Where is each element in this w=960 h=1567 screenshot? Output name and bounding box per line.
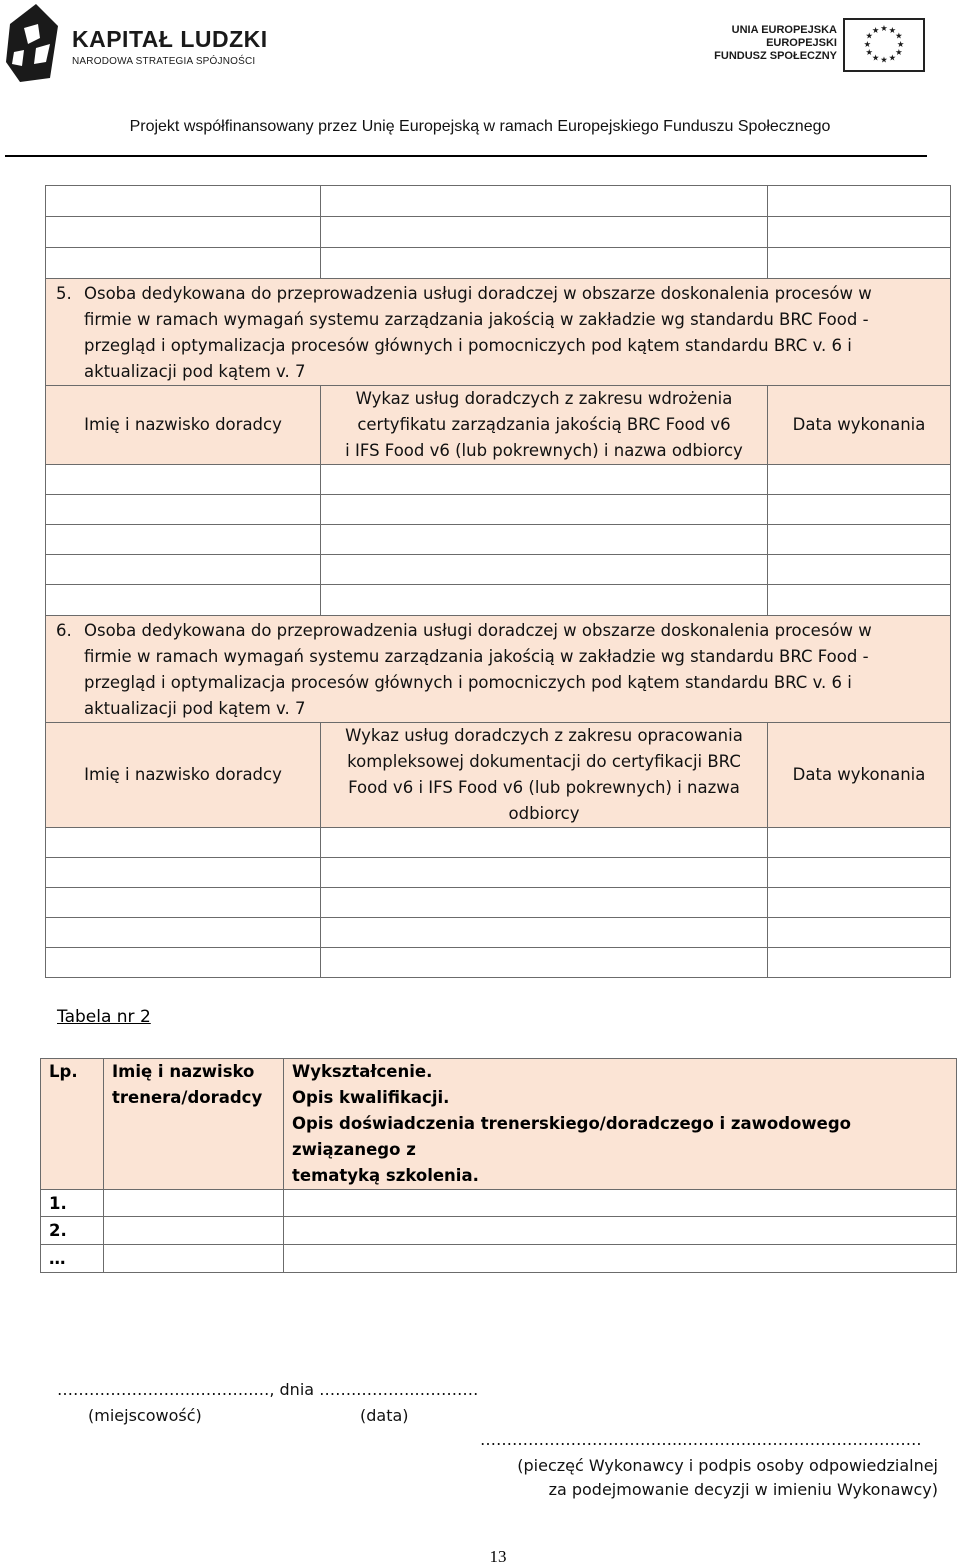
table2-col-desc-line: Opis kwalifikacji. [292,1088,450,1107]
eu-logo-line1: UNIA EUROPEJSKA [731,24,837,36]
section5-heading-row [46,279,951,386]
table2-col-desc-line: Opis doświadczenia trenerskiego/doradczego i zawodowego związanego z [292,1114,851,1159]
table2-col-desc-line: tematyką szkolenia. [292,1166,479,1185]
section5-col-services-line: i IFS Food v6 (lub pokrewnych) i nazwa odbiorcy [345,441,743,460]
page-number: 13 [489,1547,507,1566]
section5-col-services-line: certyfikatu zarządzania jakością BRC Food v6 [357,415,731,434]
table2-row-number: … [41,1245,104,1273]
section6-col-date: Data wykonania [768,723,951,828]
place-label: (miejscowość) [88,1406,202,1425]
eu-efs-logo [714,18,925,74]
table-row [41,1190,957,1217]
section5-heading [46,279,951,386]
section6-heading-row [46,616,951,723]
table-row [46,948,951,978]
section6-line: aktualizacji pod kątem v. 7 [84,699,306,718]
table-row [46,888,951,918]
table-row [41,1245,957,1273]
svg-text:★: ★ [895,30,903,41]
table2-col-desc-line: Wykształcenie. [292,1062,433,1081]
date-label: (data) [360,1406,409,1425]
table2-row-number: 2. [41,1217,104,1245]
section6-number: 6. [56,621,72,640]
section6-col-services-line: odbiorcy [508,804,580,823]
section5-line: aktualizacji pod kątem v. 7 [84,362,306,381]
header-divider [5,155,927,157]
table-row [46,918,951,948]
svg-text:★: ★ [895,47,903,58]
section5-col-services-line: Wykaz usług doradczych z zakresu wdrożenia [355,389,733,408]
table-row [46,217,951,248]
section6-line: firmie w ramach wymagań systemu zarządzania jakością w zakładzie wg standardu BRC Food - [84,647,869,666]
section5-number: 5. [56,284,72,303]
table-row [46,186,951,217]
section5-col-date: Data wykonania [768,386,951,465]
svg-text:★: ★ [888,24,897,35]
consultants-table [45,185,951,978]
table-row [46,465,951,495]
svg-text:★: ★ [888,52,897,63]
logo-left-subtitle: NARODOWA STRATEGIA SPÓJNOŚCI [72,56,256,67]
section5-col-name: Imię i nazwisko doradcy [46,386,321,465]
section5-col-services [321,386,768,465]
table-row [46,495,951,525]
section6-col-name: Imię i nazwisko doradcy [46,723,321,828]
kapital-ludzki-logo [6,4,266,82]
table2-row-number: 1. [41,1190,104,1217]
project-cofinancing-line: Projekt współfinansowany przez Unię Europejską w ramach Europejskiego Funduszu Społecznego [129,118,831,135]
section6-line: Osoba dedykowana do przeprowadzenia usługi doradczej w obszarze doskonalenia procesów w [84,621,872,640]
table-row [46,555,951,585]
svg-text:★: ★ [863,38,872,49]
section5-line: firmie w ramach wymagań systemu zarządzania jakością w zakładzie wg standardu BRC Food - [84,310,869,329]
section6-column-headers [46,723,951,828]
kapital-ludzki-emblem-icon [6,4,64,82]
place-date-line: ……………………..………..…, dnia ……..……….………… [57,1380,479,1399]
svg-text:★: ★ [871,52,880,63]
trainers-table [40,1058,957,1273]
section6-col-services-line: Wykaz usług doradczych z zakresu opracowania [345,726,743,745]
section5-column-headers [46,386,951,465]
table-row [46,248,951,279]
svg-text:★: ★ [896,38,905,49]
table2-col-name-line: Imię i nazwisko [112,1062,255,1081]
section5-line: przegląd i optymalizacja procesów głównych i pomocniczych pod kątem standardu BRC v. 6 i [84,336,852,355]
svg-text:★: ★ [871,24,880,35]
table2-header-row [41,1059,957,1190]
table-row [46,828,951,858]
eu-flag-icon [843,18,925,72]
svg-text:★: ★ [865,47,873,58]
table-row [41,1217,957,1245]
table2-label: Tabela nr 2 [57,1007,151,1027]
table2-col-name [104,1059,284,1190]
table-row [46,585,951,616]
svg-text:★: ★ [865,30,873,41]
table-row [46,858,951,888]
section6-col-services-line: Food v6 i IFS Food v6 (lub pokrewnych) i nazwa [348,778,740,797]
table2-col-name-line: trenera/doradcy [112,1088,263,1107]
signature-dots: ………………………………..…………..…………………………. [480,1430,922,1449]
section6-line: przegląd i optymalizacja procesów głównych i pomocniczych pod kątem standardu BRC v. 6 i [84,673,852,692]
svg-text:★: ★ [880,54,888,65]
section6-col-services [321,723,768,828]
eu-logo-line2: EUROPEJSKI [766,37,837,49]
eu-logo-text [714,24,837,63]
table2-col-description [284,1059,957,1190]
svg-text:★: ★ [880,23,888,34]
eu-logo-line3: FUNDUSZ SPOŁECZNY [714,50,837,62]
signature-label-line2: za podejmowanie decyzji w imieniu Wykonawcy) [548,1480,938,1499]
section5-line: Osoba dedykowana do przeprowadzenia usługi doradczej w obszarze doskonalenia procesów w [84,284,872,303]
logo-left-title: KAPITAŁ LUDZKI [72,26,268,52]
section6-heading [46,616,951,723]
table2-col-lp: Lp. [41,1059,104,1190]
section6-col-services-line: kompleksowej dokumentacji do certyfikacji BRC [347,752,741,771]
signature-label-line1: (pieczęć Wykonawcy i podpis osoby odpowiedzialnej [517,1456,938,1475]
table-row [46,525,951,555]
